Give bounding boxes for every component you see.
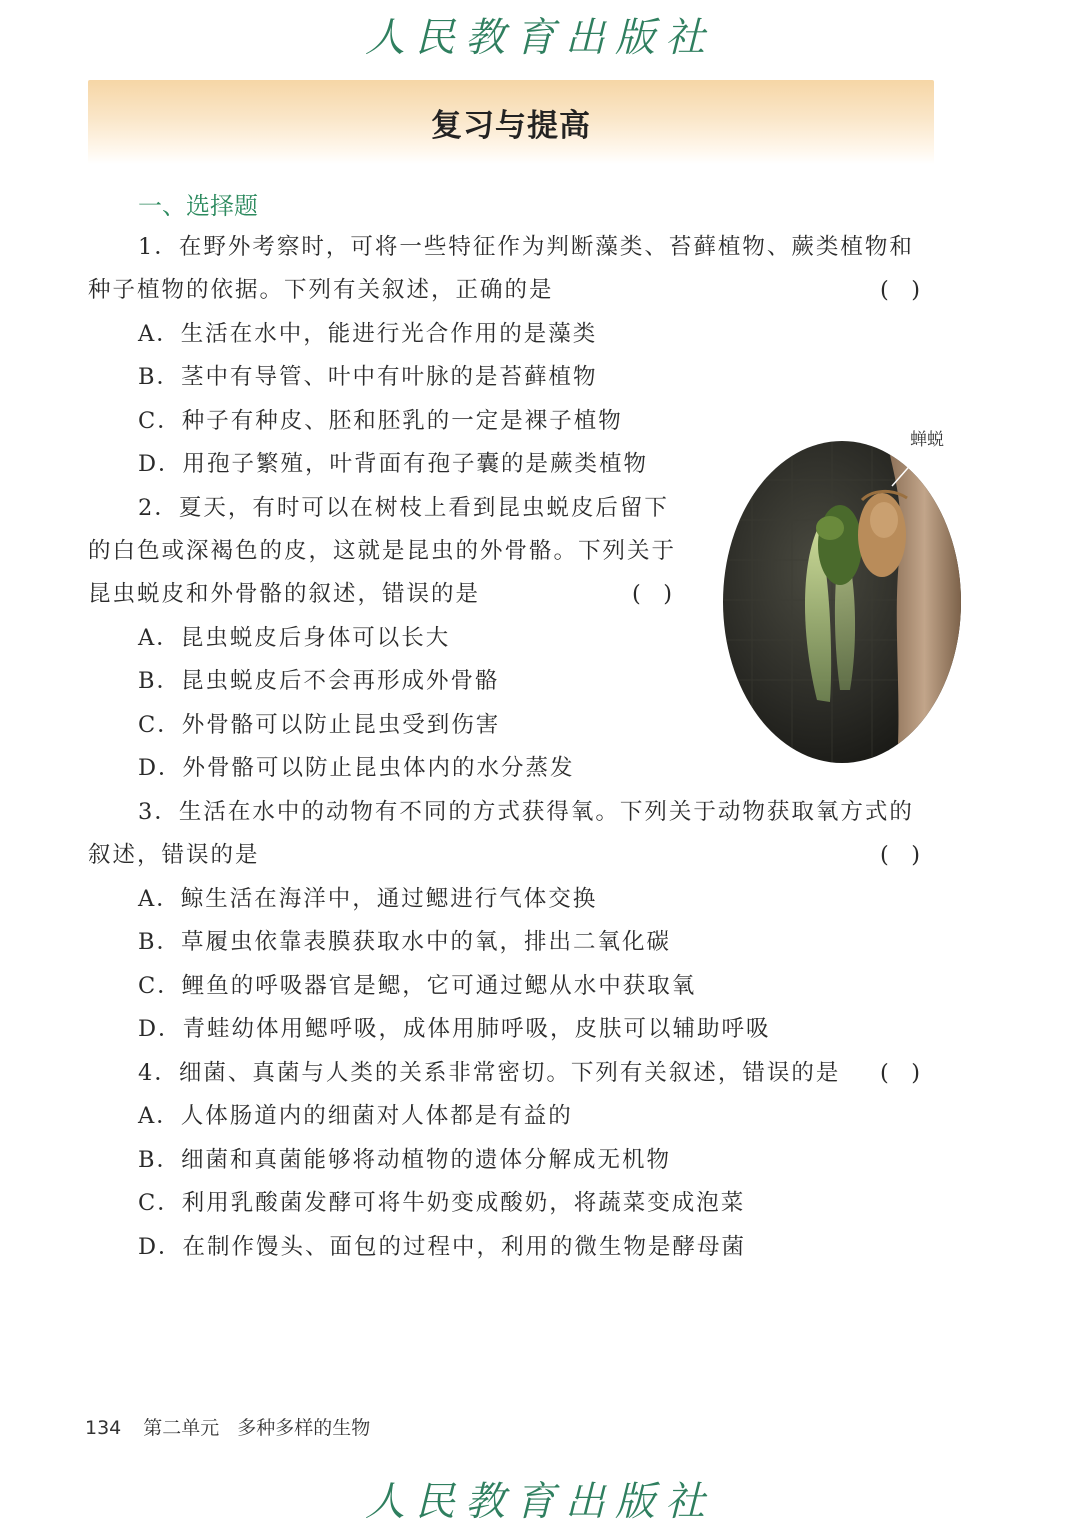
q4-option-b: B．细菌和真菌能够将动植物的遗体分解成无机物 bbox=[138, 1147, 672, 1173]
q2-stem-line2: 的白色或深褐色的皮，这就是昆虫的外骨骼。下列关于 bbox=[88, 538, 677, 564]
q3-stem-line1: 3．生活在水中的动物有不同的方式获得氧。下列关于动物获取氧方式的 bbox=[138, 799, 914, 825]
q1-option-d: D．用孢子繁殖，叶背面有孢子囊的是蕨类植物 bbox=[138, 451, 649, 477]
page-title: 复习与提高 bbox=[431, 108, 591, 144]
section-heading: 一、选择题 bbox=[138, 192, 258, 220]
q4-option-d: D．在制作馒头、面包的过程中，利用的微生物是酵母菌 bbox=[138, 1234, 747, 1260]
page-footer bbox=[85, 1413, 370, 1440]
page-number: 134 bbox=[85, 1417, 122, 1439]
q1-option-b: B．茎中有导管、叶中有叶脉的是苔藓植物 bbox=[138, 364, 598, 390]
q2-option-b: B．昆虫蜕皮后不会再形成外骨骼 bbox=[138, 668, 500, 694]
q2-stem-line3: 昆虫蜕皮和外骨骼的叙述，错误的是 bbox=[88, 581, 481, 607]
q2-stem-line1: 2．夏天，有时可以在树枝上看到昆虫蜕皮后留下 bbox=[138, 495, 669, 521]
q4-answer-bracket: ( ) bbox=[880, 1060, 921, 1086]
q2-option-d: D．外骨骼可以防止昆虫体内的水分蒸发 bbox=[138, 755, 575, 781]
q1-option-a: A．生活在水中，能进行光合作用的是藻类 bbox=[138, 321, 598, 347]
q1-option-c: C．种子有种皮、胚和胚乳的一定是裸子植物 bbox=[138, 408, 623, 434]
q4-stem-line1: 4．细菌、真菌与人类的关系非常密切。下列有关叙述，错误的是 bbox=[138, 1060, 841, 1086]
cicada-photo-label: 蝉蜕 bbox=[910, 430, 944, 450]
q3-option-d: D．青蛙幼体用鳃呼吸，成体用肺呼吸，皮肤可以辅助呼吸 bbox=[138, 1016, 771, 1042]
q3-answer-bracket: ( ) bbox=[880, 842, 921, 868]
footer-unit: 第二单元 bbox=[143, 1417, 220, 1439]
cicada-photo bbox=[722, 440, 962, 764]
q1-stem-line1: 1．在野外考察时，可将一些特征作为判断藻类、苔藓植物、蕨类植物和 bbox=[138, 234, 914, 260]
publisher-logo-bottom: 人民教育出版社 bbox=[365, 1479, 715, 1525]
title-banner bbox=[88, 80, 934, 164]
q2-option-a: A．昆虫蜕皮后身体可以长大 bbox=[138, 625, 451, 651]
q3-option-b: B．草履虫依靠表膜获取水中的氧，排出二氧化碳 bbox=[138, 929, 672, 955]
q3-option-c: C．鲤鱼的呼吸器官是鳃，它可通过鳃从水中获取氧 bbox=[138, 973, 697, 999]
q1-stem-line2: 种子植物的依据。下列有关叙述，正确的是 bbox=[88, 277, 554, 303]
footer-topic: 多种多样的生物 bbox=[237, 1417, 371, 1439]
q3-option-a: A．鲸生活在海洋中，通过鳃进行气体交换 bbox=[138, 886, 598, 912]
q4-option-a: A．人体肠道内的细菌对人体都是有益的 bbox=[138, 1103, 573, 1129]
q2-option-c: C．外骨骼可以防止昆虫受到伤害 bbox=[138, 712, 501, 738]
q2-answer-bracket: ( ) bbox=[632, 581, 673, 607]
q3-stem-line2: 叙述，错误的是 bbox=[88, 842, 260, 868]
q4-option-c: C．利用乳酸菌发酵可将牛奶变成酸奶，将蔬菜变成泡菜 bbox=[138, 1190, 746, 1216]
publisher-logo-top: 人民教育出版社 bbox=[365, 15, 715, 61]
q1-answer-bracket: ( ) bbox=[880, 277, 921, 303]
